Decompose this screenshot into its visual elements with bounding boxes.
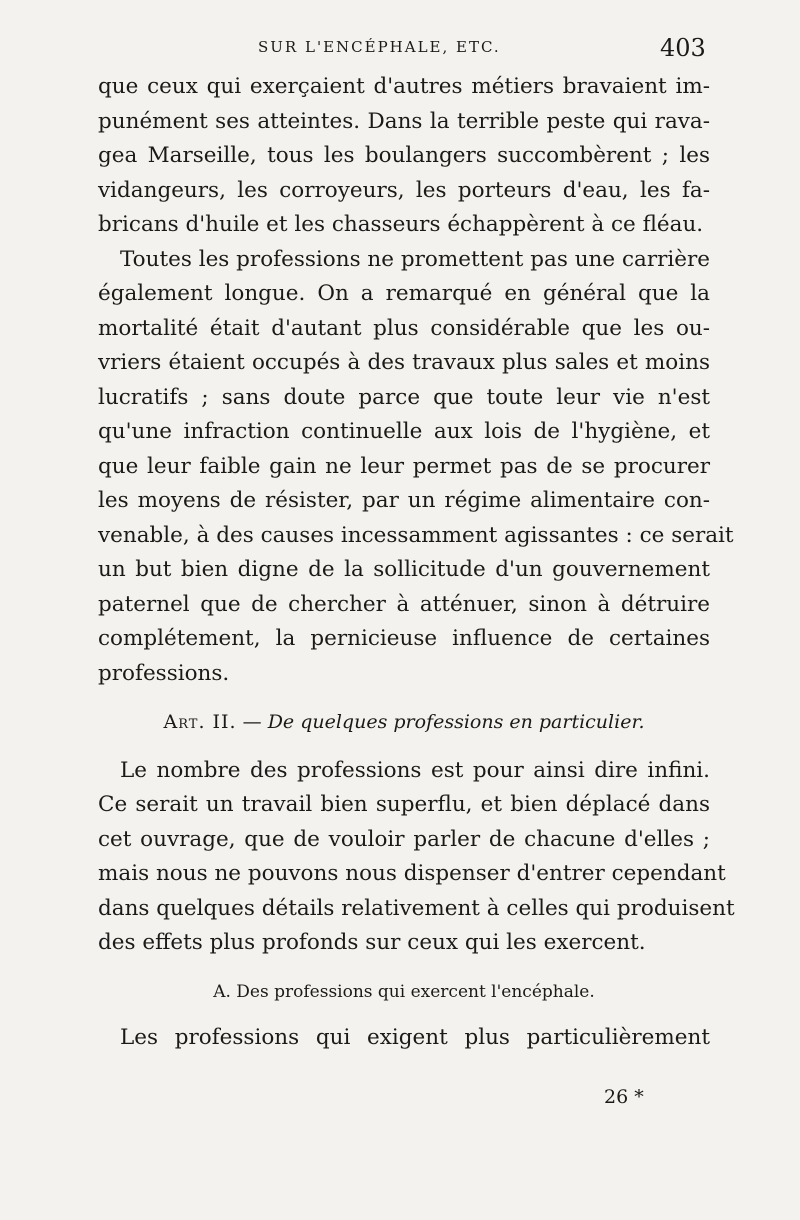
text-line: venable, à des causes incessamment agissantes : ce serait xyxy=(98,522,734,548)
text-line: Les professions qui exigent plus particulièrement xyxy=(120,1025,710,1050)
paragraph-2 xyxy=(98,243,734,692)
text-line: vidangeurs, les corroyeurs, les porteurs d'eau, les fa- xyxy=(98,177,710,203)
text-line: Ce serait un travail bien superflu, et bien déplacé dans xyxy=(98,792,710,817)
text-line: Le nombre des professions est pour ainsi dire infini. xyxy=(120,757,710,783)
text-line: bricans d'huile et les chasseurs échappèrent à ce fléau. xyxy=(98,212,704,237)
text-line: mortalité était d'autant plus considérable que les ou- xyxy=(98,315,710,341)
paragraph-1 xyxy=(98,70,710,243)
paragraph-4 xyxy=(98,1021,710,1056)
article-number: Art. II. xyxy=(163,711,237,733)
text-line: Toutes les professions ne promettent pas une carrière xyxy=(120,246,710,272)
paragraph-3 xyxy=(98,754,735,961)
text-line: les moyens de résister, par un régime alimentaire con- xyxy=(98,488,710,513)
text-line: que leur faible gain ne leur permet pas de se procurer xyxy=(98,453,710,479)
text-line: qu'une infraction continuelle aux lois de l'hygiène, et xyxy=(98,419,710,444)
text-line: mais nous ne pouvons nous dispenser d'entrer cependant xyxy=(98,861,726,886)
text-line: cet ouvrage, que de vouloir parler de chacune d'elles ; xyxy=(98,826,710,852)
article-dash: — xyxy=(236,711,268,733)
text-line: lucratifs ; sans doute parce que toute leur vie n'est xyxy=(98,384,710,410)
article-heading xyxy=(98,705,710,740)
text-line: punément ses atteintes. Dans la terrible peste qui rava- xyxy=(98,108,710,134)
text-line: professions. xyxy=(98,660,230,686)
running-head: SUR L'ENCÉPHALE, ETC. xyxy=(258,38,501,56)
page-header xyxy=(0,34,800,64)
signature-mark: 26 * xyxy=(604,1086,644,1108)
article-title: De quelques professions en particulier. xyxy=(267,711,645,733)
text-line: que ceux qui exerçaient d'autres métiers bravaient im- xyxy=(98,74,710,99)
text-line: également longue. On a remarqué en général que la xyxy=(98,281,710,306)
text-line: complétement, la pernicieuse influence de certaines xyxy=(98,626,710,651)
body-text xyxy=(98,70,735,1056)
text-line: gea Marseille, tous les boulangers succombèrent ; les xyxy=(98,143,710,168)
text-line: vriers étaient occupés à des travaux plus sales et moins xyxy=(98,350,710,375)
text-line: paternel que de chercher à atténuer, sinon à détruire xyxy=(98,591,710,617)
text-line: dans quelques détails relativement à celles qui produisent xyxy=(98,895,735,921)
text-line: un but bien digne de la sollicitude d'un gouvernement xyxy=(98,557,710,582)
subsection-heading: A. Des professions qui exercent l'encéphale. xyxy=(213,981,595,1002)
page-number: 403 xyxy=(660,34,706,62)
text-line: des effets plus profonds sur ceux qui les exercent. xyxy=(98,930,646,955)
